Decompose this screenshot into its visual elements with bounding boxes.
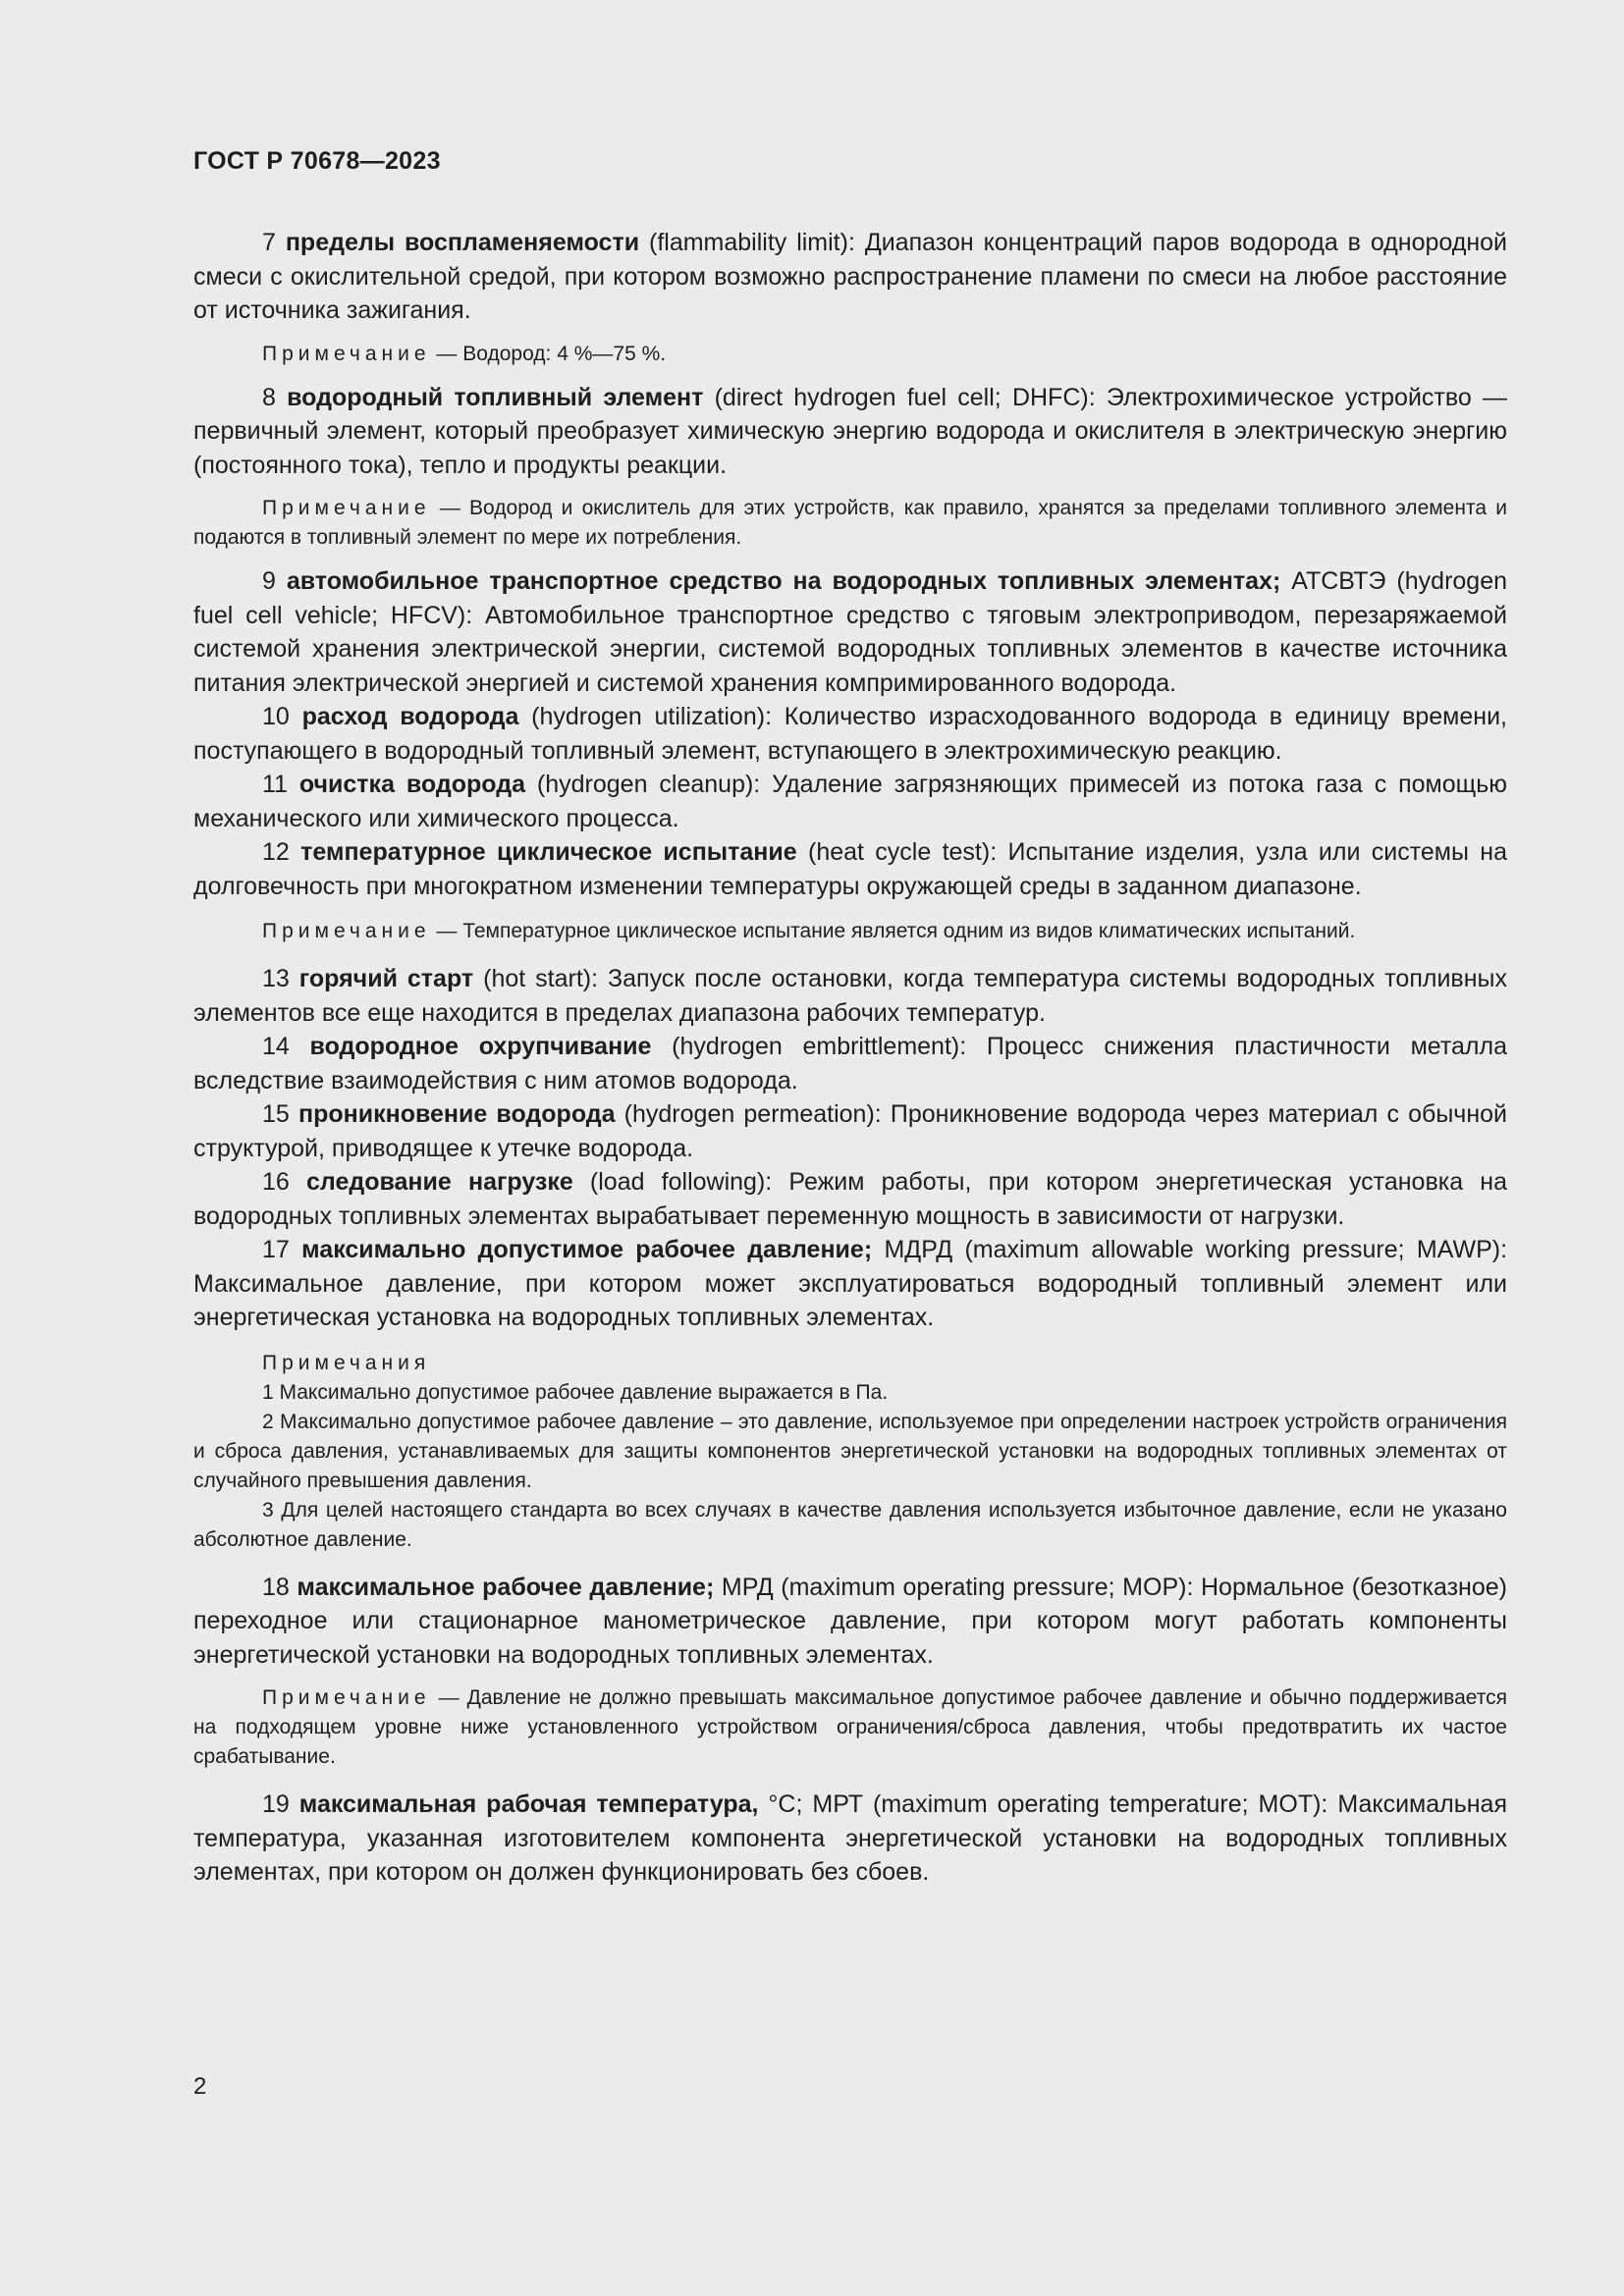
term-name: максимальная рабочая температура, xyxy=(298,1790,759,1818)
term-entry-14 xyxy=(193,1030,1507,1097)
note-label: Примечание xyxy=(262,1686,431,1709)
note-text: — Водород и окислитель для этих устройств, как правило, хранятся за пределами топливного элемента и подаются в топливный элемент по мере их потребления. xyxy=(193,497,1507,549)
term-number: 12 xyxy=(262,838,290,866)
term-entry-7 xyxy=(193,226,1507,328)
term-entry-11 xyxy=(193,768,1507,835)
term-number: 10 xyxy=(262,703,290,730)
note-18 xyxy=(193,1683,1507,1772)
term-definition: (heat cycle test): Испытание изделия, узла или системы на долговечность при многократном изменении температуры окружающей среды в заданном диапазоне. xyxy=(193,838,1507,900)
term-name: следование нагрузке xyxy=(305,1168,573,1196)
term-definition: (direct hydrogen fuel cell; DHFC): Электрохимическое устройство — первичный элемент, который преобразует химическую энергию водорода и окислителя в электрическую энергию (постоянного тока), тепло и продукты реакции. xyxy=(193,383,1508,479)
term-definition: (hydrogen cleanup): Удаление загрязняющих примесей из потока газа с помощью механического или химического процесса. xyxy=(193,771,1507,832)
note-8 xyxy=(193,494,1507,553)
term-definition: (hydrogen embrittlement): Процесс снижения пластичности металла вследствие взаимодействия с ним атомов водорода. xyxy=(193,1033,1507,1095)
term-entry-10 xyxy=(193,700,1507,768)
term-definition: °С; МРТ (maximum operating temperature; MOT): Максимальная температура, указанная изготовителем компонента энергетической установки на водородных топливных элементах, при котором он должен функционировать без сбоев. xyxy=(193,1790,1507,1886)
term-definition: (hot start): Запуск после остановки, когда температура системы водородных топливных элементов все еще находится в пределах диапазона рабочих температур. xyxy=(193,965,1507,1027)
page-number: 2 xyxy=(193,2073,207,2100)
term-name: горячий старт xyxy=(298,965,474,992)
term-definition: (flammability limit): Диапазон концентраций паров водорода в однородной смеси с окислительной средой, при котором возможно распространение пламени по смеси на любое расстояние от источника зажигания. xyxy=(193,229,1507,324)
term-definition: МДРД (maximum allowable working pressure; MAWP): Максимальное давление, при котором может эксплуатироваться водородный топливный элемент или энергетическая установка на водородных топливных элементах. xyxy=(193,1236,1508,1331)
term-name: температурное циклическое испытание xyxy=(300,838,797,866)
term-number: 18 xyxy=(262,1573,290,1601)
term-number: 16 xyxy=(262,1168,290,1196)
term-definition: МРД (maximum operating pressure; MOP): Нормальное (безотказное) переходное или стационарное манометрическое давление, при котором могут работать компоненты энергетической установки на водородных топливных элементах. xyxy=(193,1573,1507,1669)
term-definition: (hydrogen utilization): Количество израсходованного водорода в единицу времени, поступающего в водородный топливный элемент, вступающего в электрохимическую реакцию. xyxy=(193,703,1507,765)
term-definition: АТСВТЭ (hydrogen fuel cell vehicle; HFCV): Автомобильное транспортное средство с тяговым электроприводом, перезаряжаемой системой хранения электрической энергии, системой водородных топливных элементов в качестве источника питания электрической энергией и системой хранения компримированного водорода. xyxy=(193,567,1508,697)
term-definition: (hydrogen permeation): Проникновение водорода через материал с обычной структурой, приводящее к утечке водорода. xyxy=(193,1100,1507,1162)
term-entry-17 xyxy=(193,1233,1507,1335)
term-number: 13 xyxy=(262,965,290,992)
term-number: 14 xyxy=(262,1033,290,1060)
term-number: 15 xyxy=(262,1100,290,1128)
term-number: 17 xyxy=(262,1236,290,1263)
document-body xyxy=(193,226,1507,1890)
note-text: — Давление не должно превышать максимальное допустимое рабочее давление и обычно поддерживается на подходящем уровне ниже установленного устройством ограничения/сброса давления, чтобы предотвратить их частое срабатывание. xyxy=(193,1686,1507,1768)
term-name: автомобильное транспортное средство на водородных топливных элементах; xyxy=(286,567,1281,595)
term-name: водородное охрупчивание xyxy=(309,1033,652,1060)
term-entry-18 xyxy=(193,1571,1507,1673)
note-text: — Температурное циклическое испытание является одним из видов климатических испытаний. xyxy=(430,920,1356,942)
note-17-item-2: 2 Максимально допустимое рабочее давление – это давление, используемое при определении настроек устройств ограничения и сброса давления, устанавливаемых для защиты компонентов энергетической установки на водородных топливных элементах от случайного превышения давления. xyxy=(193,1410,1507,1492)
note-label: Примечание xyxy=(262,342,431,365)
note-label: Примечание xyxy=(262,920,431,942)
term-number: 19 xyxy=(262,1790,290,1818)
term-name: пределы воспламеняемости xyxy=(285,229,640,256)
term-name: очистка водорода xyxy=(298,771,525,798)
note-label: Примечание xyxy=(262,497,431,519)
note-7 xyxy=(193,340,1507,369)
term-entry-13 xyxy=(193,962,1507,1030)
note-12 xyxy=(193,917,1507,946)
note-text: — Водород: 4 %—75 %. xyxy=(430,342,667,365)
term-number: 7 xyxy=(262,229,276,256)
term-entry-12 xyxy=(193,835,1507,903)
document-header: ГОСТ Р 70678—2023 xyxy=(193,147,441,175)
term-definition: (load following): Режим работы, при котором энергетическая установка на водородных топливных элементах вырабатывает переменную мощность в зависимости от нагрузки. xyxy=(193,1168,1507,1230)
term-entry-8 xyxy=(193,381,1507,483)
term-entry-9 xyxy=(193,564,1507,700)
notes-heading-17: Примечания xyxy=(262,1351,431,1374)
term-entry-15 xyxy=(193,1097,1507,1165)
term-number: 9 xyxy=(262,567,276,595)
term-number: 8 xyxy=(262,383,276,411)
term-entry-19 xyxy=(193,1788,1507,1890)
term-name: водородный топливный элемент xyxy=(287,383,704,411)
term-name: проникновение водорода xyxy=(298,1100,616,1128)
note-17-item-3: 3 Для целей настоящего стандарта во всех случаях в качестве давления используется избыточное давление, если не указано абсолютное давление. xyxy=(193,1498,1507,1551)
term-name: расход водорода xyxy=(301,703,519,730)
term-number: 11 xyxy=(262,771,288,798)
term-name: максимально допустимое рабочее давление; xyxy=(301,1236,873,1263)
term-name: максимальное рабочее давление; xyxy=(297,1573,715,1601)
note-17-item-1: 1 Максимально допустимое рабочее давление выражается в Па. xyxy=(262,1380,889,1404)
term-entry-16 xyxy=(193,1165,1507,1233)
